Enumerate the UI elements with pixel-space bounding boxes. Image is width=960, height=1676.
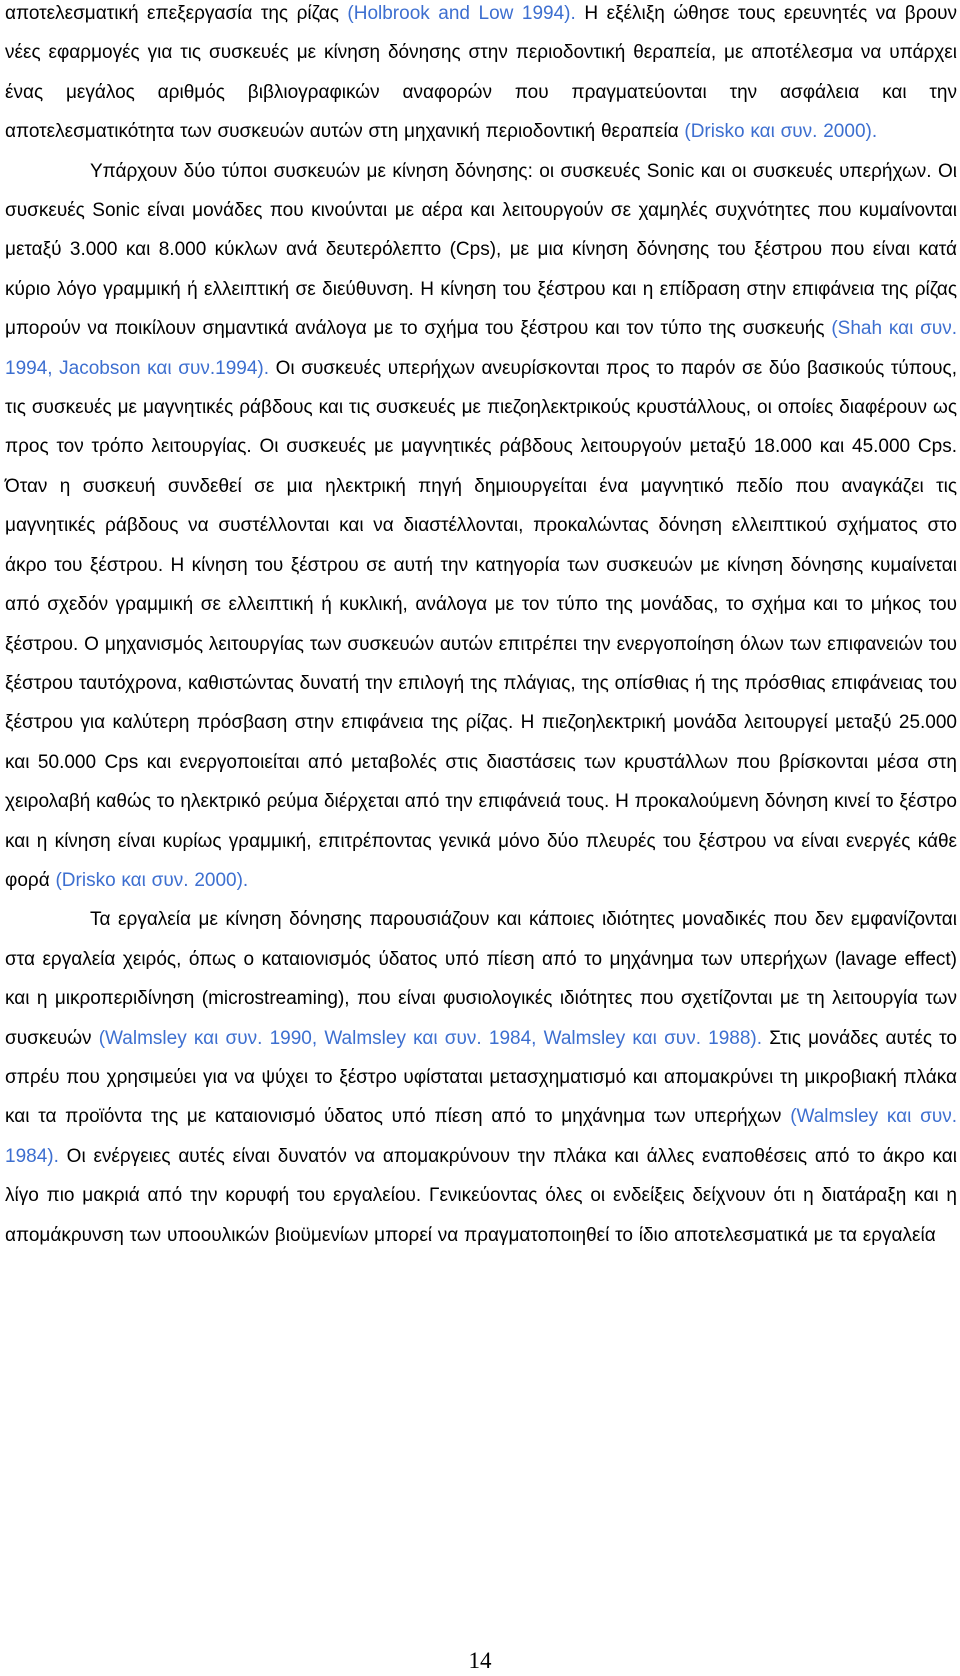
paragraph-text: Οι ενέργειες αυτές είναι δυνατόν να απομακρύνουν την πλάκα και άλλες εναποθέσεις από το άκρο και λίγο πιο μακριά από την κορυφή του εργαλείου. Γενικεύοντας όλες οι ενδείξεις δείχνουν ότι η διατάραξη και η απομάκρυνση των υποουλικών βιοϋμενίων μπορεί να πραγματοποιηθεί το ίδιο αποτελεσματικά με τα εργαλεία (5, 1145, 957, 1246)
paragraph-text: αποτελεσματική επεξεργασία της ρίζας (5, 3, 348, 24)
citation-holbrook-low-1994: (Holbrook and Low 1994). (347, 3, 576, 24)
paragraph-1 (5, 0, 957, 152)
page-number: 14 (468, 1648, 492, 1673)
paragraph-text: Τα εργαλεία με κίνηση δόνησης παρουσιάζουν και κάποιες ιδιότητες μοναδικές που δεν εμφανίζονται στα εργαλεία χειρός, όπως ο καταιονισμός ύδατος υπό πίεση από το μηχάνημα των υπερήχων (lavage effect) και η μικροπεριδίνηση (microstreaming), που είναι φυσιολογικές ιδιότητες που σχετίζονται με τη λειτουργία των συσκευών (5, 909, 957, 1049)
paragraph-text: Υπάρχουν δύο τύποι συσκευών με κίνηση δόνησης: οι συσκευές Sonic και οι συσκευές υπερήχων. Οι συσκευές Sonic είναι μονάδες που κινούνται με αέρα και λειτουργούν σε χαμηλές συχνότητες που κυμαίνονται μεταξύ 3.000 και 8.000 κύκλων ανά δευτερόλεπτο (Cps), με μια κίνηση δόνησης του ξέστρου που είναι κατά κύριο λόγο γραμμική ή ελλειπτική σε διεύθυνση. Η κίνηση του ξέστρου και η επίδραση στην επιφάνεια της ρίζας μπορούν να ποικίλουν σημαντικά ανάλογα με το σχήμα του ξέστρου και τον τύπο της συσκευής (5, 160, 957, 340)
citation-drisko-2000: (Drisko και συν. 2000). (55, 869, 249, 891)
body-text (5, 0, 957, 1255)
citation-walmsley-1990-1984-1988: (Walmsley και συν. 1990, Walmsley και συν. 1984, Walmsley και συν. 1988). (98, 1027, 763, 1049)
paragraph-text: Οι συσκευές υπερήχων ανευρίσκονται προς το παρόν σε δύο βασικούς τύπους, τις συσκευές με μαγνητικές ράβδους και τις συσκευές με πιεζοηλεκτρικούς κρυστάλλους, οι οποίες διαφέρουν ως προς τον τρόπο λειτουργίας. Οι συσκευές με μαγνητικές ράβδους λειτουργούν μεταξύ 18.000 και 45.000 Cps. Όταν η συσκευή συνδεθεί σε μια ηλεκτρική πηγή δημιουργείται ένα μαγνητικό πεδίο που αναγκάζει τις μαγνητικές ράβδους να συστέλλονται και να διαστέλλονται, προκαλώντας δόνηση ελλειπτικού σχήματος στο άκρο του ξέστρου. Η κίνηση του ξέστρου σε αυτή την κατηγορία των συσκευών με κίνηση δόνησης κυμαίνεται από σχεδόν γραμμική σε ελλειπτική ή κυκλική, ανάλογα με τον τύπο της μονάδας, το σχήμα και το μήκος του ξέστρου. Ο μηχανισμός λειτουργίας των συσκευών αυτών επιτρέπει την ενεργοποίηση όλων των επιφανειών του ξέστρου ταυτόχρονα, καθιστώντας δυνατή την επιλογή της πλάγιας, της οπίσθιας ή της πρόσθιας επιφάνειας του ξέστρου για καλύτερη πρόσβαση στην επιφάνεια της ρίζας. Η πιεζοηλεκτρική μονάδα λειτουργεί μεταξύ 25.000 και 50.000 Cps και ενεργοποιείται από μεταβολές στις διαστάσεις των κρυστάλλων που βρίσκονται μέσα στη χειρολαβή καθώς το ηλεκτρικό ρεύμα διέρχεται από την επιφάνειά τους. Η προκαλούμενη δόνηση κινεί το ξέστρο και η κίνηση είναι κυρίως γραμμική, επιτρέποντας γενικά μόνο δύο πλευρές του ξέστρου να είναι ενεργές κάθε φορά (5, 357, 957, 891)
citation-walmsley-1984: (Walmsley και συν. 1984). (5, 1106, 958, 1167)
paragraph-text: Στις μονάδες αυτές το σπρέυ που χρησιμεύει για να ψύχει το ξέστρο υφίσταται μετασχηματισμό και απομακρύνει τη μικροβιακή πλάκα και τα προϊόντα της με καταιονισμό ύδατος υπό πίεση από το μηχάνημα των υπερήχων (5, 1027, 957, 1128)
paragraph-3 (5, 900, 957, 1255)
citation-drisko-2000: (Drisko και συν. 2000). (684, 121, 878, 143)
citation-shah-jacobson-1994: (Shah και συν. 1994, Jacobson και συν.1994). (5, 318, 957, 379)
paragraph-2 (5, 152, 957, 901)
paragraph-text: Η εξέλιξη ώθησε τους ερευνητές να βρουν νέες εφαρμογές για τις συσκευές με κίνηση δόνησης στην περιοδοντική θεραπεία, με αποτέλεσμα να υπάρχει ένας μεγάλος αριθμός βιβλιογραφικών αναφορών που πραγματεύονται την ασφάλεια και την αποτελεσματικότητα των συσκευών αυτών στη μηχανική περιοδοντική θεραπεία (5, 3, 957, 143)
